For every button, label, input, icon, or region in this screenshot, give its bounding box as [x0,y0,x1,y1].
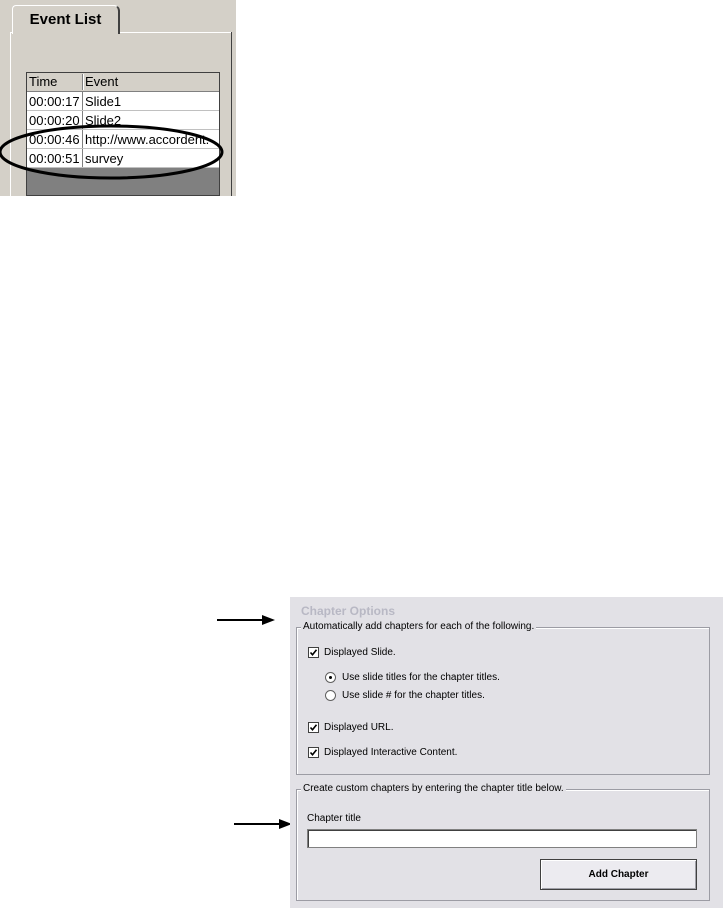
group-legend: Create custom chapters by entering the chapter title below. [303,783,564,794]
event-name: survey [85,151,124,166]
displayed-url-label: Displayed URL. [324,722,394,733]
radio-slide-titles-label: Use slide titles for the chapter titles. [342,672,500,683]
radio-slide-numbers-label: Use slide # for the chapter titles. [342,690,485,701]
add-chapter-button[interactable]: Add Chapter [540,859,697,890]
event-name: Slide1 [85,94,122,109]
radio-selected-dot [329,676,332,679]
event-time: 00:00:17 [29,94,80,109]
event-time: 00:00:51 [29,151,80,166]
column-header-time[interactable]: Time [29,74,58,89]
auto-chapters-group [296,621,710,775]
highlight-ellipse [0,0,236,196]
event-time: 00:00:46 [29,132,80,147]
column-header-event[interactable]: Event [85,74,119,89]
chapter-title-label: Chapter title [307,813,361,824]
checkmark-icon [309,723,318,732]
event-time: 00:00:20 [29,113,80,128]
tab-event-list[interactable]: Event List [12,5,120,34]
event-list-panel [0,0,236,196]
chapter-options-panel [290,597,723,908]
displayed-slide-label: Displayed Slide. [324,647,396,658]
displayed-interactive-label: Displayed Interactive Content. [324,747,458,758]
radio-slide-titles[interactable] [325,672,336,683]
panel-title: Chapter Options [301,604,396,618]
checkmark-icon [309,748,318,757]
event-name: Slide2 [85,113,122,128]
radio-slide-numbers[interactable] [325,690,336,701]
group-legend: Automatically add chapters for each of the following. [303,621,535,632]
displayed-slide-checkbox[interactable] [308,647,319,658]
checkmark-icon [309,648,318,657]
arrow-icon [233,816,293,832]
event-name: http://www.accordent. [85,132,210,147]
arrow-icon [216,612,276,628]
chapter-title-input[interactable] [307,829,697,848]
displayed-interactive-checkbox[interactable] [308,747,319,758]
displayed-url-checkbox[interactable] [308,722,319,733]
